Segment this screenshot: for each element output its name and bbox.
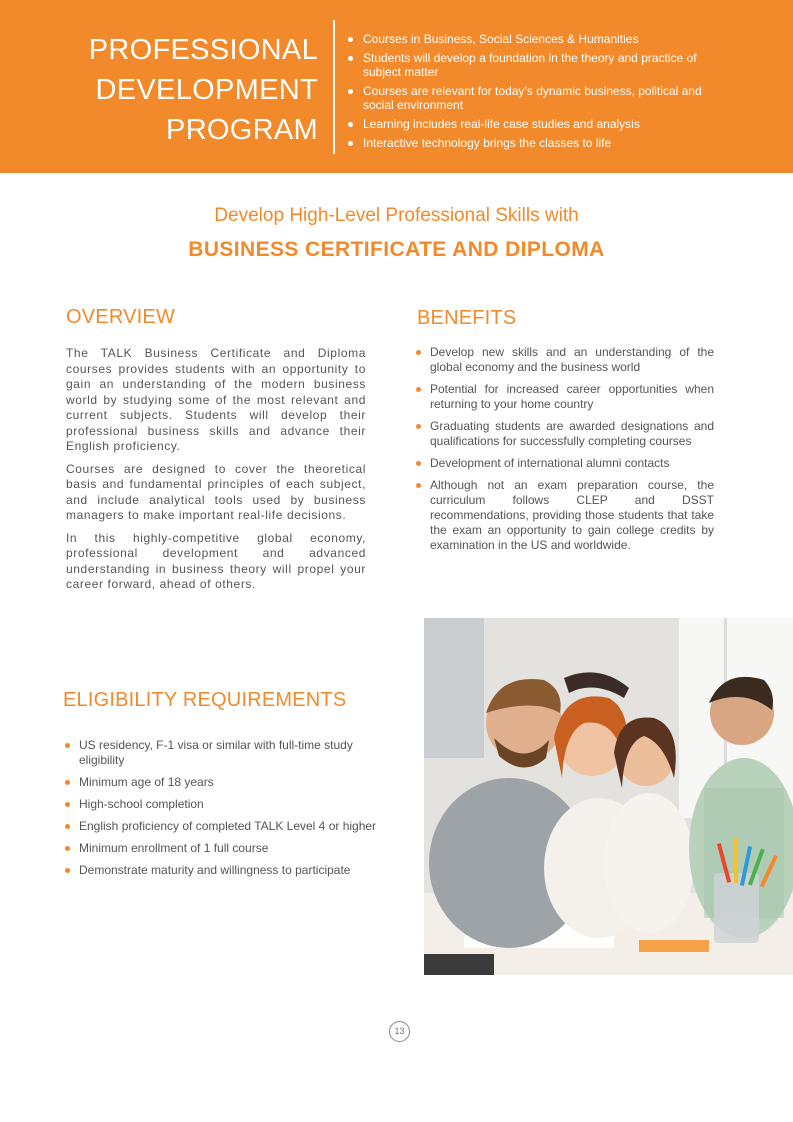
feature-item: Courses are relevant for today’s dynamic business, political and social environment (345, 84, 725, 112)
overview-heading: OVERVIEW (66, 306, 176, 328)
overview-body (66, 346, 366, 600)
page-number: 13 (389, 1021, 410, 1042)
students-photo (424, 618, 793, 975)
students-illustration (424, 618, 793, 975)
program-title-line: DEVELOPMENT (95, 74, 318, 106)
eligibility-item: US residency, F-1 visa or similar with full-time study eligibility (63, 738, 383, 768)
page-subtitle: Develop High-Level Professional Skills with (214, 205, 579, 226)
eligibility-heading: ELIGIBILITY REQUIREMENTS (63, 689, 347, 711)
program-title-line: PROFESSIONAL (88, 34, 318, 66)
feature-item: Interactive technology brings the classes to life (345, 136, 725, 150)
eligibility-item: High-school completion (63, 797, 383, 812)
eligibility-item: English proficiency of completed TALK Level 4 or higher (63, 819, 383, 834)
banner-divider (333, 20, 335, 154)
feature-item: Students will develop a foundation in the theory and practice of subject matter (345, 51, 725, 79)
eligibility-list (63, 738, 383, 885)
program-features-list (345, 32, 725, 155)
eligibility-item: Demonstrate maturity and willingness to participate (63, 863, 383, 878)
feature-item: Learning includes real-life case studies and analysis (345, 117, 725, 131)
overview-paragraph: In this highly-competitive global economy, professional development and advanced understanding in business theory will propel your career forward, ahead of others. (66, 530, 366, 591)
overview-paragraph: The TALK Business Certificate and Diploma courses provides students with an opportunity to gain an understanding of the modern business world by studying some of the most relevant and current subjects. Students will develop their professional business skills and advance their English proficiency. (66, 346, 366, 453)
program-title (60, 30, 318, 150)
eligibility-item: Minimum enrollment of 1 full course (63, 841, 383, 856)
benefit-item: Potential for increased career opportunities when returning to your home country (414, 382, 714, 412)
header-banner (0, 0, 793, 173)
eligibility-item: Minimum age of 18 years (63, 775, 383, 790)
benefit-item: Development of international alumni contacts (414, 456, 714, 471)
benefit-item: Develop new skills and an understanding of the global economy and the business world (414, 345, 714, 375)
benefits-heading: BENEFITS (417, 307, 517, 329)
benefit-item: Although not an exam preparation course, the curriculum follows CLEP and DSST recommendations, providing those students that take the exam an opportunity to gain college credits by examination in the US and worldwide. (414, 478, 714, 553)
program-title-line: PROGRAM (166, 114, 318, 146)
benefits-list (414, 345, 714, 560)
page-title: BUSINESS CERTIFICATE AND DIPLOMA (188, 238, 605, 261)
feature-item: Courses in Business, Social Sciences & Humanities (345, 32, 725, 46)
benefit-item: Graduating students are awarded designations and qualifications for successfully completing courses (414, 419, 714, 449)
overview-paragraph: Courses are designed to cover the theoretical basis and fundamental principles of each subject, and include analytical tools used by business managers to make important real-life decisions. (66, 461, 366, 522)
